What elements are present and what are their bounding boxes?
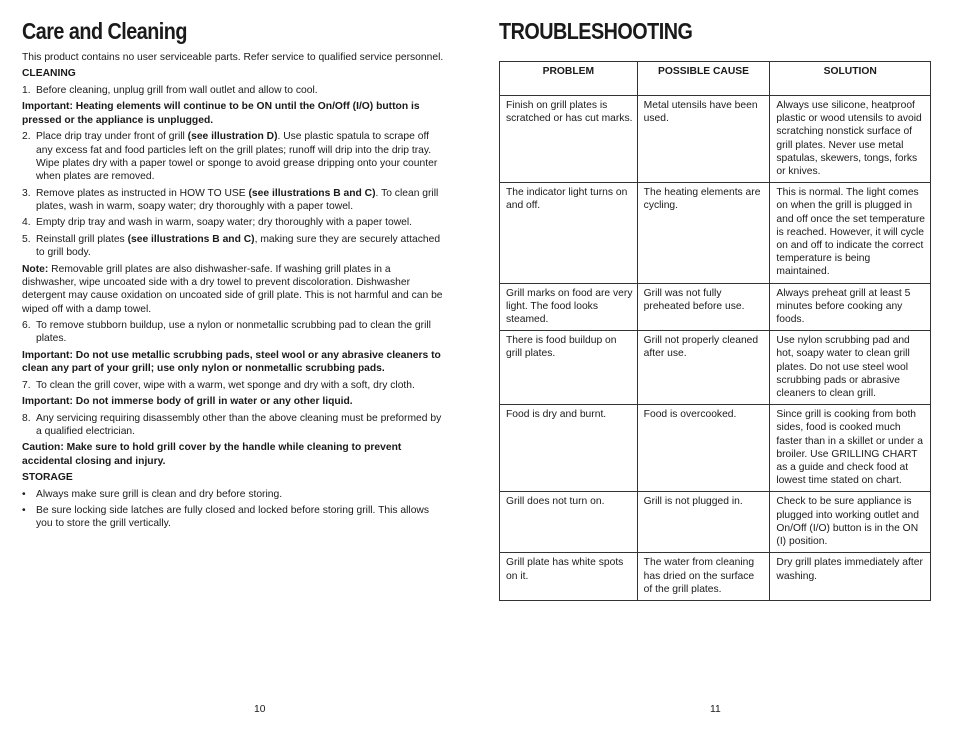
note-label: Note: xyxy=(22,263,49,275)
important-note-3: Important: Do not immerse body of grill in water or any other liquid. xyxy=(22,396,353,408)
table-row xyxy=(500,405,931,492)
important-note-1: Important: Heating elements will continue to be ON until the On/Off (I/O) button is pressed or the appliance is unplugged. xyxy=(22,101,420,126)
step-text: , making sure they are securely attached to grill body. xyxy=(36,233,441,259)
cleaning-step-3 xyxy=(22,187,444,214)
table-row xyxy=(500,183,931,283)
page-title-troubleshooting: TROUBLESHOOTING xyxy=(499,18,693,44)
bullet-icon: • xyxy=(22,488,26,500)
step-number: 7. xyxy=(22,379,31,391)
step-text: Reinstall grill plates xyxy=(36,233,128,245)
caution-note: Caution: Make sure to hold grill cover by the handle while cleaning to prevent accidental closing and injury. xyxy=(22,442,402,467)
left-page xyxy=(22,0,444,738)
step-number: 6. xyxy=(22,320,31,332)
solution-cell: Since grill is cooking from both sides, food is cooked much faster than in a skillet or under a broiler. Use GRILLING CHART as a guide and check food at lowest time stated on chart. xyxy=(770,405,931,492)
illustration-ref: (see illustrations B and C) xyxy=(248,187,376,199)
step-number: 5. xyxy=(22,233,31,245)
storage-item-2 xyxy=(22,504,444,531)
dishwasher-note xyxy=(22,263,444,316)
header-solution: SOLUTION xyxy=(770,62,931,96)
step-number: 3. xyxy=(22,187,31,199)
storage-text: Always make sure grill is clean and dry before storing. xyxy=(36,488,283,500)
step-text: . To clean grill plates, wash in warm, soapy water; dry thoroughly with a paper towel. xyxy=(36,187,439,212)
problem-cell: The indicator light turns on and off. xyxy=(500,183,638,283)
cause-cell: Food is overcooked. xyxy=(637,405,770,492)
step-text: Place drip tray under front of grill xyxy=(36,131,188,143)
step-number: 1. xyxy=(22,84,31,96)
cause-cell: Grill not properly cleaned after use. xyxy=(637,331,770,405)
bullet-icon: • xyxy=(22,505,26,517)
step-text: Remove plates as instructed in HOW TO USE xyxy=(36,187,249,199)
important-note-2: Important: Do not use metallic scrubbing pads, steel wool or any abrasive cleaners to clean any part of your grill; use only nylon or nonmetallic scrubbing pads. xyxy=(22,349,441,375)
intro-text: This product contains no user serviceable parts. Refer service to qualified service personnel. xyxy=(22,52,444,63)
cleaning-step-4 xyxy=(22,216,444,229)
cause-cell: The water from cleaning has dried on the surface of the grill plates. xyxy=(637,553,770,601)
cause-cell: Grill is not plugged in. xyxy=(637,492,770,553)
table-row xyxy=(500,331,931,405)
illustration-ref: (see illustrations B and C) xyxy=(127,233,255,245)
table-header-row xyxy=(500,62,931,96)
cleaning-step-6 xyxy=(22,319,444,346)
cause-cell: Grill was not fully preheated before use. xyxy=(637,283,770,331)
storage-heading: STORAGE xyxy=(22,472,73,484)
cause-cell: The heating elements are cycling. xyxy=(637,183,770,283)
step-text: Before cleaning, unplug grill from wall outlet and allow to cool. xyxy=(36,84,318,96)
step-text: . Use plastic spatula to scrape off any excess fat and food particles left on the grill plates; runoff will drip into the drip tray. Wipe plates dry with a paper towel or sponge to avoid grease dripping onto your counter when plates are removed. xyxy=(36,131,438,183)
cleaning-step-2 xyxy=(22,130,444,183)
step-text: To clean the grill cover, wipe with a warm, wet sponge and dry with a soft, dry cloth. xyxy=(36,379,415,391)
table-row xyxy=(500,553,931,601)
table-row xyxy=(500,283,931,331)
page-number-right: 11 xyxy=(710,704,721,715)
cleaning-step-7 xyxy=(22,379,444,392)
right-page xyxy=(499,0,931,738)
problem-cell: There is food buildup on grill plates. xyxy=(500,331,638,405)
problem-cell: Grill marks on food are very light. The food looks steamed. xyxy=(500,283,638,331)
problem-cell: Food is dry and burnt. xyxy=(500,405,638,492)
step-text: To remove stubborn buildup, use a nylon or nonmetallic scrubbing pad to clean the grill plates. xyxy=(36,320,431,345)
step-text: Empty drip tray and wash in warm, soapy water; dry thoroughly with a paper towel. xyxy=(36,217,413,229)
cause-cell: Metal utensils have been used. xyxy=(637,96,770,183)
cleaning-step-8 xyxy=(22,412,444,439)
cleaning-step-1 xyxy=(22,84,444,97)
storage-text: Be sure locking side latches are fully closed and locked before storing grill. This allows you to store the grill vertically. xyxy=(36,505,430,530)
solution-cell: Always use silicone, heatproof plastic or wood utensils to avoid scratching nonstick surface of grill plates. Never use metal spatulas, skewers, tongs, forks or knives. xyxy=(770,96,931,183)
page-title-care-cleaning: Care and Cleaning xyxy=(22,18,187,44)
solution-cell: Use nylon scrubbing pad and hot, soapy water to clean grill plates. Do not use steel wool scrubbing pads or abrasive cleaners to clean grill. xyxy=(770,331,931,405)
solution-cell: Dry grill plates immediately after washing. xyxy=(770,553,931,601)
solution-cell: Check to be sure appliance is plugged into working outlet and On/Off (I/O) button is in the ON (I) position. xyxy=(770,492,931,553)
troubleshooting-table xyxy=(499,61,931,601)
table-row xyxy=(500,96,931,183)
step-number: 8. xyxy=(22,412,31,424)
step-number: 4. xyxy=(22,217,31,229)
step-text: Any servicing requiring disassembly other than the above cleaning must be preformed by a qualified electrician. xyxy=(36,412,442,437)
problem-cell: Grill does not turn on. xyxy=(500,492,638,553)
storage-item-1 xyxy=(22,488,444,501)
illustration-ref: (see illustration D) xyxy=(187,131,278,143)
cleaning-heading: CLEANING xyxy=(22,68,76,80)
cleaning-step-5 xyxy=(22,233,444,260)
page-number-left: 10 xyxy=(254,704,266,715)
table-row xyxy=(500,492,931,553)
step-number: 2. xyxy=(22,131,31,143)
header-problem: PROBLEM xyxy=(500,62,638,96)
problem-cell: Finish on grill plates is scratched or has cut marks. xyxy=(500,96,638,183)
problem-cell: Grill plate has white spots on it. xyxy=(500,553,638,601)
care-cleaning-body xyxy=(22,51,444,534)
solution-cell: This is normal. The light comes on when the grill is plugged in and off once the set temperature is reached. However, it will cycle on and off to indicate the correct temperature is being maintained. xyxy=(770,183,931,283)
header-possible-cause: POSSIBLE CAUSE xyxy=(637,62,770,96)
solution-cell: Always preheat grill at least 5 minutes before cooking any foods. xyxy=(770,283,931,331)
note-text: Removable grill plates are also dishwasher-safe. If washing grill plates in a dishwasher, wipe uncoated side with a dry towel to prevent discoloration. Dishwasher detergent may cause oxidation on uncoated side of grill plate. This is not harmful and can be wiped off with a damp towel. xyxy=(22,263,443,315)
